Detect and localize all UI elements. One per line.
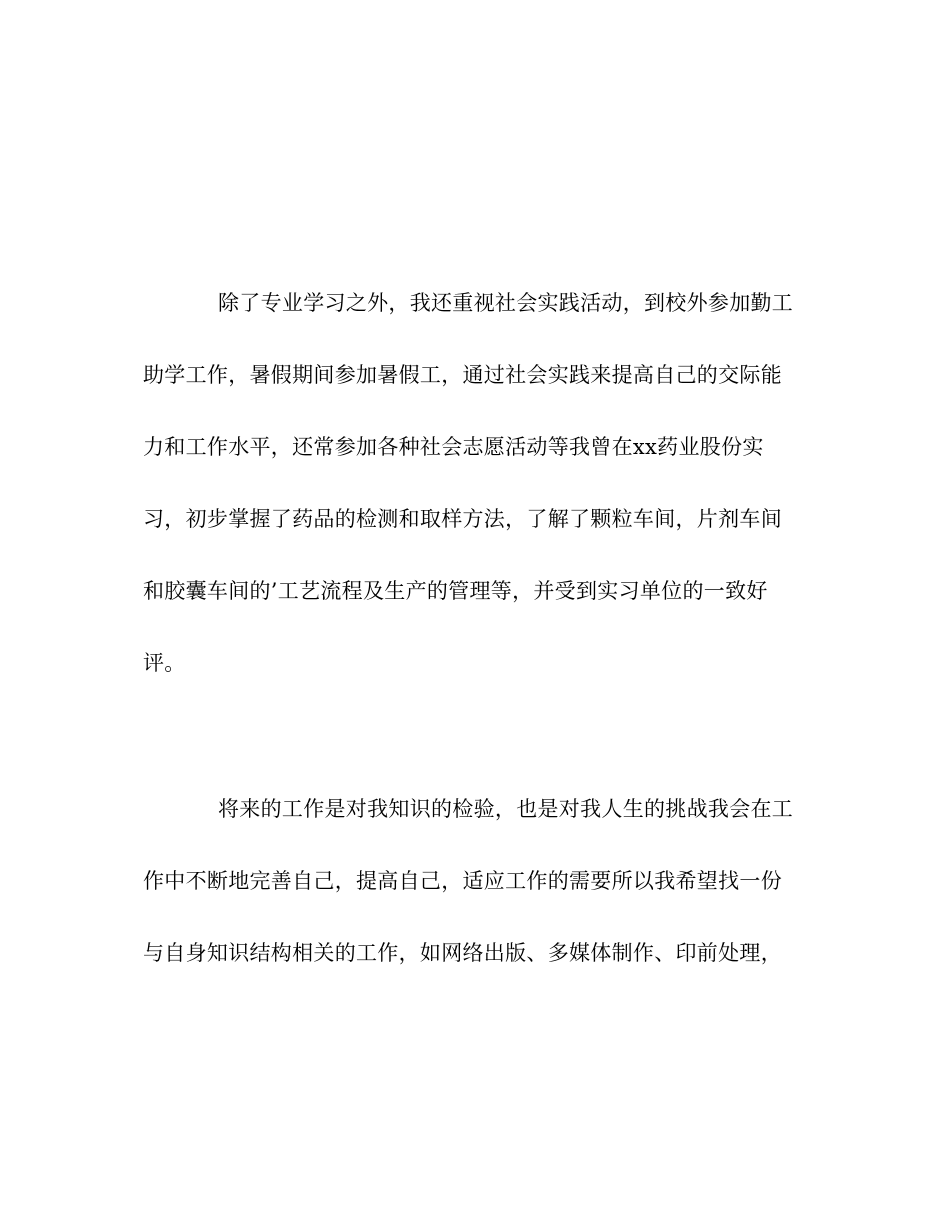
paragraph-1-line-3: 力和工作水平，还常参加各种社会志愿活动等我曾在xx药业股份实 [143, 435, 764, 459]
paragraph-1-line-1: 除了专业学习之外，我还重视社会实践活动，到校外参加勤工 [218, 291, 794, 315]
paragraph-1-line-6: 评。 [143, 651, 186, 675]
paragraph-2-line-3: 与自身知识结构相关的工作，如网络出版、多媒体制作、印前处理， [143, 941, 782, 965]
paragraph-1-line-2: 助学工作，暑假期间参加暑假工，通过社会实践来提高自己的交际能 [143, 363, 782, 387]
paragraph-1-line-4: 习，初步掌握了药品的检测和取样方法，了解了颗粒车间，片剂车间 [143, 507, 782, 531]
paragraph-2-line-1: 将来的工作是对我知识的检验，也是对我人生的挑战我会在工 [218, 797, 794, 821]
paragraph-1-line-5: 和胶囊车间的’工艺流程及生产的管理等，并受到实习单位的一致好 [143, 579, 768, 603]
paragraph-2-line-2: 作中不断地完善自己，提高自己，适应工作的需要所以我希望找一份 [143, 869, 782, 893]
